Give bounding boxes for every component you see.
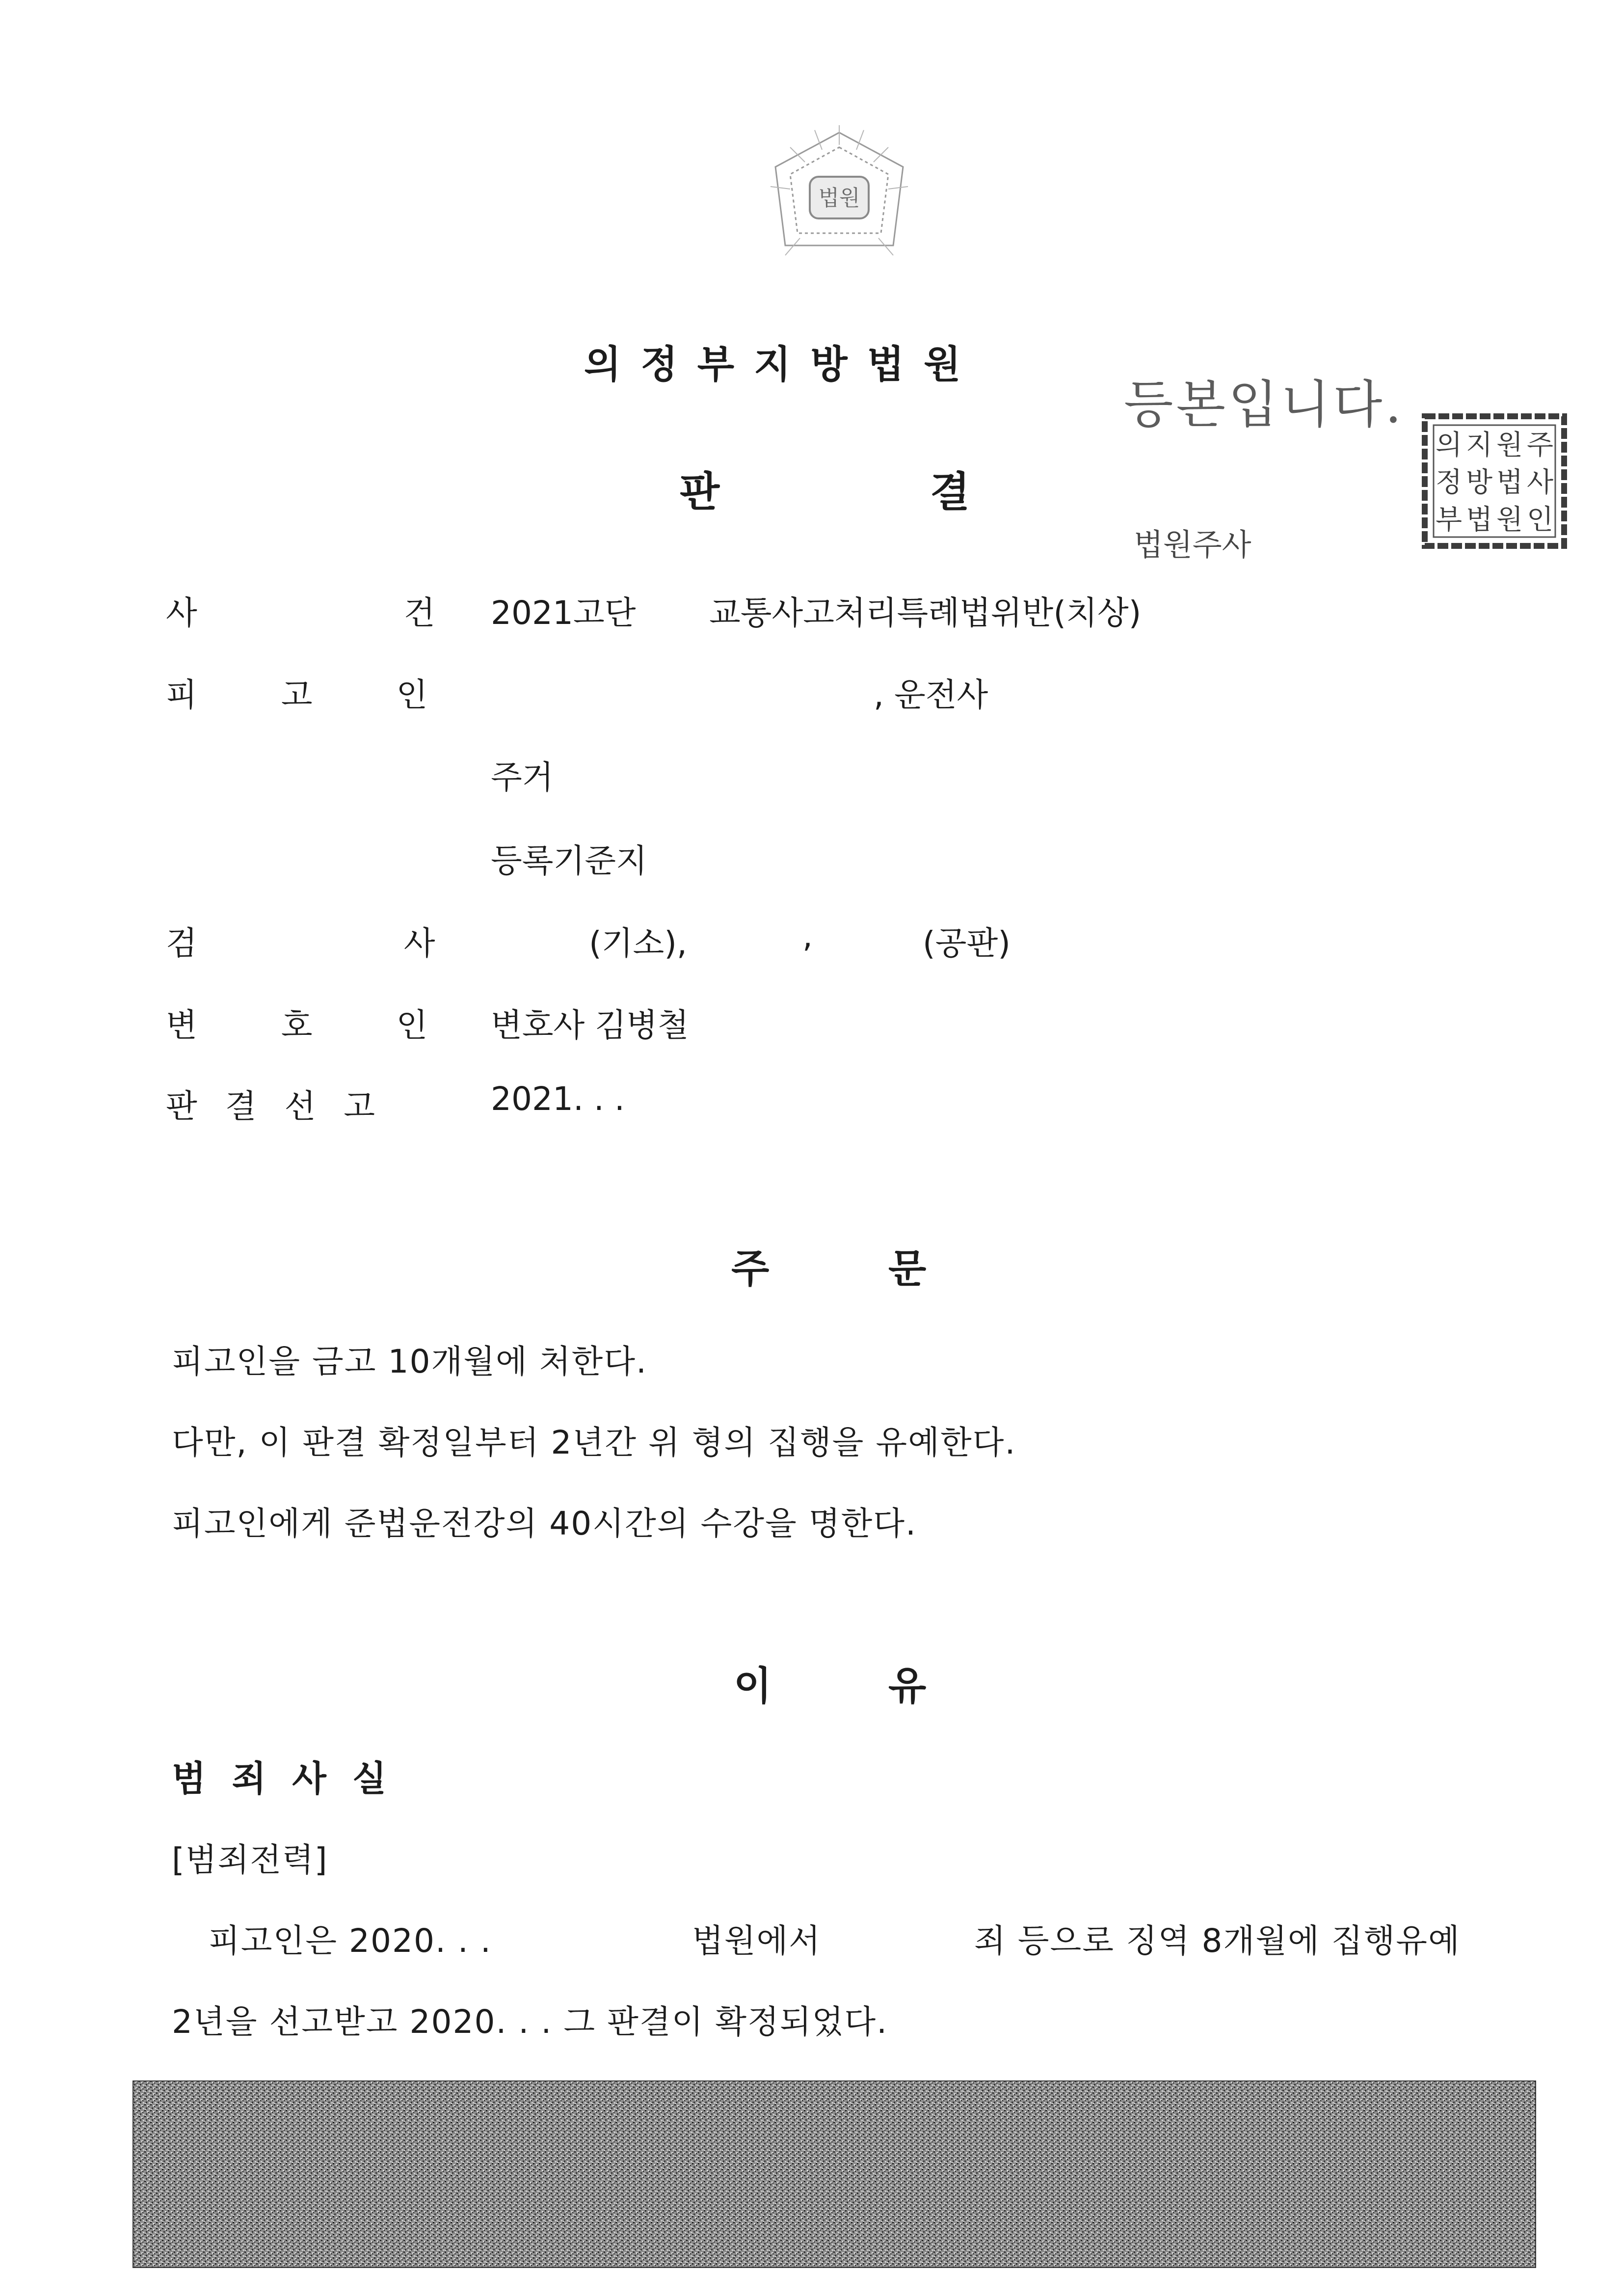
prior-record-line1-b: 법원에서 xyxy=(692,1922,822,1960)
order-heading-right: 문 xyxy=(888,1246,927,1292)
attorney-name: 변호사 김병철 xyxy=(491,1006,689,1044)
residence-label: 주거 xyxy=(491,758,554,796)
court-emblem-seal xyxy=(756,123,923,270)
sentence-date-label: 판 결 선 고 xyxy=(166,1087,384,1125)
order-line-3: 피고인에게 준법운전강의 40시간의 수강을 명한다. xyxy=(172,1505,917,1542)
prosecutor-trial: (공판) xyxy=(923,924,1011,962)
court-name: 의정부지방법원 xyxy=(584,343,981,387)
stamp-char: 의 xyxy=(1435,429,1463,461)
stamp-char: 원 xyxy=(1496,429,1523,461)
attorney-label: 변 호 인 xyxy=(166,1006,465,1044)
crime-facts-heading: 범 죄 사 실 xyxy=(172,1758,394,1799)
stamp-char: 원 xyxy=(1496,504,1523,536)
reasons-heading-right: 유 xyxy=(888,1663,927,1709)
case-name: 교통사고처리특례법위반(치상) xyxy=(709,594,1142,632)
prior-record-label: [범죄전력] xyxy=(172,1841,328,1879)
stamp-char: 부 xyxy=(1435,504,1463,536)
certified-copy-stamp: 등본입니다. xyxy=(1124,375,1405,434)
redacted-area xyxy=(133,2080,1536,2268)
stamp-char: 주 xyxy=(1526,429,1554,461)
stamp-char: 사 xyxy=(1526,466,1554,499)
case-label: 사 건 xyxy=(166,594,533,632)
seal-text: 법원 xyxy=(818,186,860,211)
defendant-label: 피 고 인 xyxy=(166,676,465,714)
stamp-char: 인 xyxy=(1526,504,1554,536)
prior-record-line1-a: 피고인은 2020. . . xyxy=(209,1922,492,1960)
order-line-1: 피고인을 금고 10개월에 처한다. xyxy=(172,1343,647,1380)
prosecutor-indict: (기소), xyxy=(589,924,687,962)
stamp-char: 법 xyxy=(1496,466,1523,499)
order-line-2: 다만, 이 판결 확정일부터 2년간 위 형의 집행을 유예한다. xyxy=(172,1424,1016,1461)
sentence-date: 2021. . . xyxy=(491,1080,625,1118)
stamp-char: 법 xyxy=(1465,504,1493,536)
prosecutor-comma: , xyxy=(802,917,813,955)
stamp-char: 정 xyxy=(1435,466,1463,499)
prior-record-line2: 2년을 선고받고 2020. . . 그 판결이 확정되었다. xyxy=(172,2003,888,2041)
registration-label: 등록기준지 xyxy=(491,842,647,880)
court-clerk: 법원주사 xyxy=(1134,527,1251,563)
case-number: 2021고단 xyxy=(491,594,636,632)
official-stamp xyxy=(1421,412,1568,550)
stamp-char: 방 xyxy=(1465,466,1493,499)
reasons-heading-left: 이 xyxy=(734,1663,772,1709)
stamp-char: 지 xyxy=(1465,429,1493,461)
judgment-title-right: 결 xyxy=(930,468,970,516)
judgment-title-left: 판 xyxy=(680,468,720,516)
order-heading-left: 주 xyxy=(731,1246,770,1292)
prior-record-line1-c: 죄 등으로 징역 8개월에 집행유예 xyxy=(974,1922,1461,1960)
defendant-occupation: , 운전사 xyxy=(874,676,988,714)
prosecutor-label: 검 사 xyxy=(166,924,533,962)
